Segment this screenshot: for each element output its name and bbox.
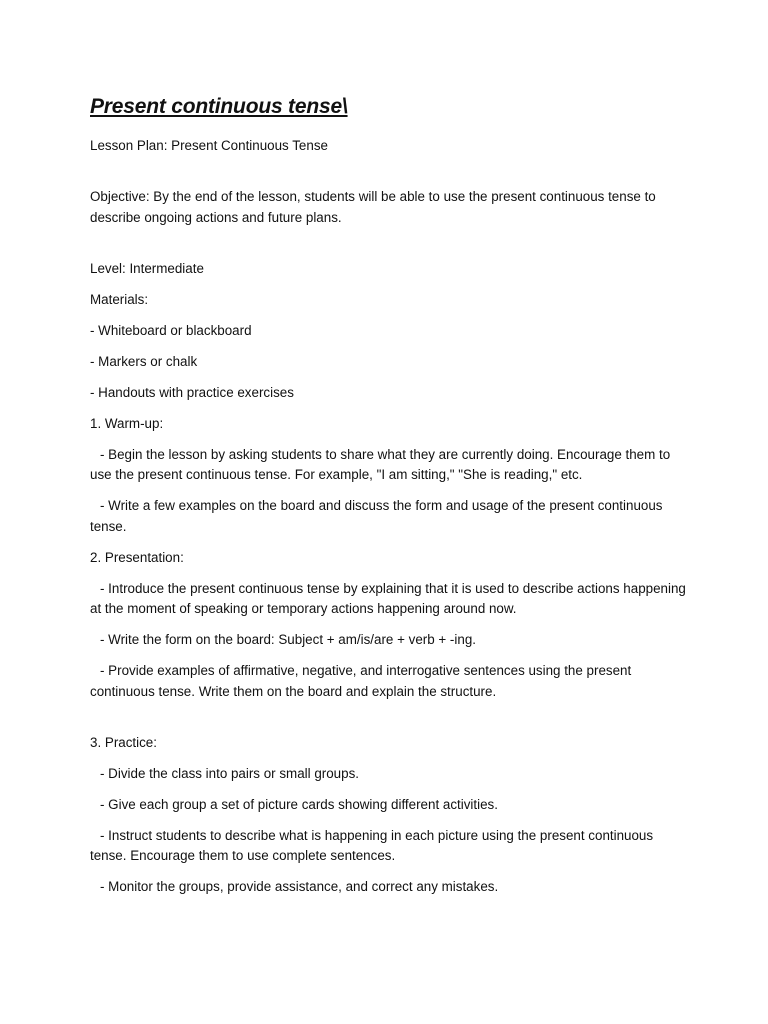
warmup-item: - Write a few examples on the board and discuss the form and usage of the present continuous tense. <box>90 498 663 534</box>
practice-heading: 3. Practice: <box>90 734 157 750</box>
objective-paragraph: Objective: By the end of the lesson, students will be able to use the present continuous tense to describe ongoing actions and future plans. <box>90 189 656 225</box>
warmup-item: - Begin the lesson by asking students to share what they are currently doing. Encourage them to use the present continuous tense. For example, "I am sitting," "She is reading," etc. <box>90 446 671 482</box>
practice-item: - Divide the class into pairs or small groups. <box>100 765 359 781</box>
document-page <box>90 92 690 908</box>
level-line: Level: Intermediate <box>90 260 204 276</box>
practice-item: - Give each group a set of picture cards showing different activities. <box>100 796 498 812</box>
presentation-heading: 2. Presentation: <box>90 549 184 565</box>
materials-item: - Markers or chalk <box>90 353 198 369</box>
spacer <box>90 239 690 259</box>
presentation-item: - Provide examples of affirmative, negative, and interrogative sentences using the present continuous tense. Write them on the board and explain the structure. <box>90 663 632 699</box>
presentation-item: - Introduce the present continuous tense by explaining that it is used to describe actions happening at the moment of speaking or temporary actions happening around now. <box>90 580 686 616</box>
practice-item: - Monitor the groups, provide assistance, and correct any mistakes. <box>100 879 499 894</box>
materials-item: - Whiteboard or blackboard <box>90 322 252 338</box>
lesson-plan-subtitle: Lesson Plan: Present Continuous Tense <box>90 138 328 153</box>
materials-heading: Materials: <box>90 291 149 307</box>
spacer <box>90 713 690 733</box>
materials-item: - Handouts with practice exercises <box>90 384 294 400</box>
warmup-heading: 1. Warm-up: <box>90 415 164 431</box>
presentation-item: - Write the form on the board: Subject + am/is/are + verb + -ing. <box>100 632 476 647</box>
spacer <box>90 167 690 187</box>
document-title: Present continuous tense\ <box>90 95 348 118</box>
practice-item: - Instruct students to describe what is happening in each picture using the present continuous tense. Encourage them to use complete sentences. <box>90 827 654 863</box>
